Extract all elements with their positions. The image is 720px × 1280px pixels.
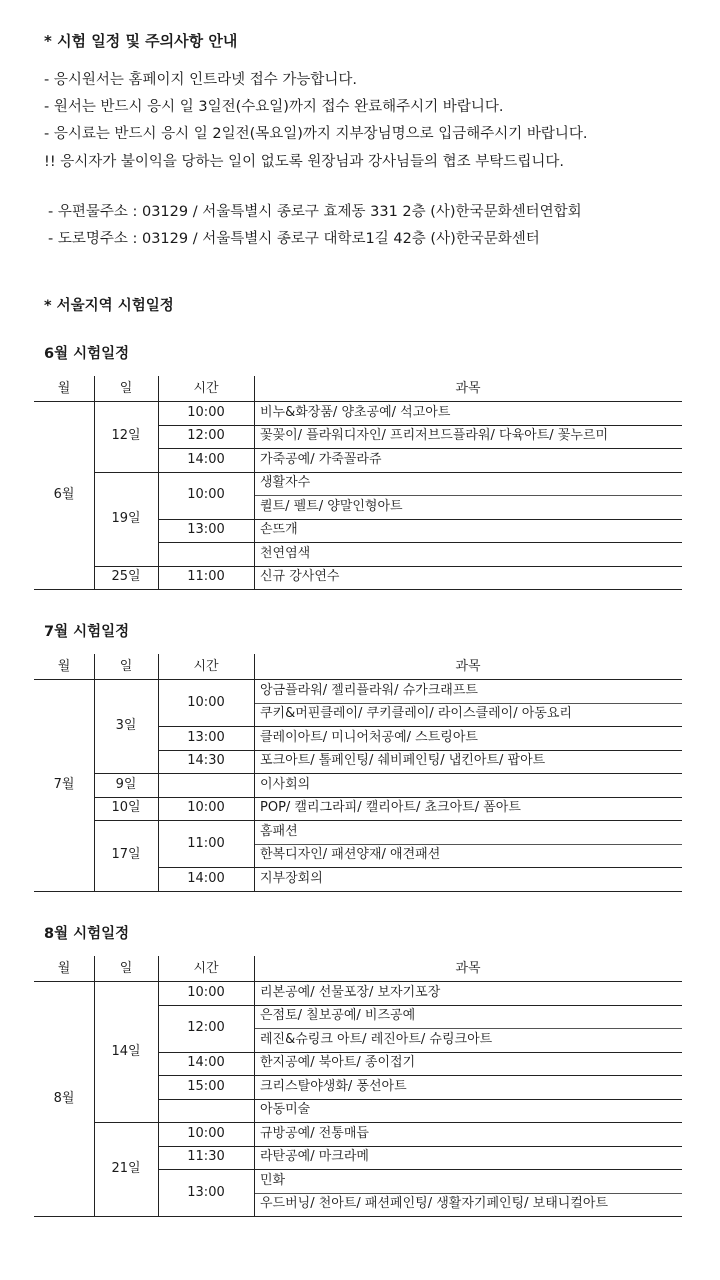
subject-cell: 손뜨개: [260, 522, 298, 538]
subject-cell: 한지공예/ 북아트/ 종이접기: [260, 1055, 416, 1071]
subject-cell: 퀼트/ 펠트/ 양말인형아트: [260, 498, 403, 514]
table-rule: [94, 773, 682, 774]
table-divider: [254, 981, 255, 1216]
subject-cell: 규방공예/ 전통매듭: [260, 1125, 369, 1141]
table-rule: [94, 1122, 682, 1123]
table-rule: [158, 1099, 682, 1100]
time-cell: 13:00: [187, 522, 225, 538]
subject-cell: 가죽공예/ 가죽꼴라쥬: [260, 451, 382, 467]
subject-cell: 비누&화장품/ 양초공예/ 석고아트: [260, 404, 451, 420]
road-address: - 도로명주소 : 03129 / 서울특별시 종로구 대학로1길 42층 (사)한국문화센터: [48, 231, 540, 247]
subject-cell: 민화: [260, 1172, 286, 1188]
table-divider: [94, 376, 95, 401]
table-rule: [158, 867, 682, 868]
subject-cell: POP/ 캘리그라피/ 캘리아트/ 쵸크아트/ 폼아트: [260, 800, 521, 816]
june-schedule-table: [34, 376, 682, 590]
subject-cell: 레진&슈링크 아트/ 레진아트/ 슈링크아트: [260, 1031, 493, 1047]
august-title: 8월 시험일정: [44, 926, 130, 942]
day-cell: 14일: [111, 1043, 141, 1059]
table-divider: [94, 654, 95, 679]
subject-cell: 은점토/ 칠보공예/ 비즈공예: [260, 1008, 416, 1024]
table-rule: [34, 679, 682, 680]
subject-cell: 우드버닝/ 천아트/ 패션페인팅/ 생활자기페인팅/ 보태니컬아트: [260, 1196, 608, 1212]
table-rule: [34, 891, 682, 892]
table-divider: [94, 956, 95, 981]
june-title: 6월 시험일정: [44, 346, 130, 362]
july-schedule-table: [34, 654, 682, 892]
table-rule: [94, 472, 682, 473]
table-divider: [254, 376, 255, 401]
region-title: * 서울지역 시험일정: [44, 298, 174, 314]
table-rule: [254, 495, 682, 496]
postal-address: - 우편물주소 : 03129 / 서울특별시 종로구 효제동 331 2층 (사)한국문화센터연합회: [48, 204, 582, 220]
table-divider: [158, 679, 159, 891]
time-cell: 11:30: [187, 1149, 225, 1165]
day-cell: 21일: [111, 1161, 141, 1176]
table-rule: [94, 820, 682, 821]
table-divider: [158, 376, 159, 401]
notice-line: !! 응시자가 불이익을 당하는 일이 없도록 원장님과 강사님들의 협조 부탁드립니다.: [44, 154, 564, 170]
table-divider: [94, 679, 95, 891]
table-rule: [158, 1146, 682, 1147]
day-cell: 10일: [111, 800, 141, 816]
time-cell: 10:00: [187, 984, 225, 1000]
month-cell: 6월: [53, 487, 75, 502]
time-cell: 10:00: [187, 487, 225, 502]
table-rule: [34, 401, 682, 402]
subject-cell: 천연염색: [260, 545, 311, 561]
table-rule: [158, 1169, 682, 1170]
table-rule: [158, 1075, 682, 1076]
time-cell: 10:00: [187, 1125, 225, 1141]
subject-cell: 아동미술: [260, 1102, 311, 1118]
time-cell: 11:00: [187, 569, 225, 585]
header-time: 시간: [193, 658, 219, 674]
table-rule: [158, 519, 682, 520]
subject-cell: 앙금플라워/ 젤리플라워/ 슈가크래프트: [260, 682, 478, 698]
header-time: 시간: [193, 380, 219, 396]
table-rule: [34, 981, 682, 982]
table-rule: [34, 1216, 682, 1217]
table-divider: [158, 956, 159, 981]
subject-cell: 클레이아트/ 미니어처공예/ 스트링아트: [260, 729, 478, 745]
subject-cell: 크리스탈야생화/ 풍선아트: [260, 1078, 407, 1094]
table-divider: [94, 401, 95, 589]
time-cell: 10:00: [187, 694, 225, 710]
day-cell: 3일: [115, 718, 137, 733]
notice-line: - 응시료는 반드시 응시 일 2일전(목요일)까지 지부장님명으로 입금해주시기 바랍니다.: [44, 126, 588, 142]
subject-cell: 한복디자인/ 패션양재/ 애견패션: [260, 847, 441, 863]
subject-cell: 포크아트/ 톨페인팅/ 쉐비페인팅/ 냅킨아트/ 팝아트: [260, 753, 546, 769]
table-divider: [254, 401, 255, 589]
month-cell: 8월: [53, 1090, 75, 1106]
notice-title: * 시험 일정 및 주의사항 안내: [44, 32, 238, 50]
time-cell: 12:00: [187, 428, 225, 444]
notice-line: - 원서는 반드시 응시 일 3일전(수요일)까지 접수 완료해주시기 바랍니다.: [44, 99, 504, 115]
table-divider: [158, 981, 159, 1216]
time-cell: 14:30: [187, 753, 225, 769]
time-cell: 14:00: [187, 870, 225, 886]
subject-cell: 이사회의: [260, 776, 311, 792]
table-rule: [254, 703, 682, 704]
time-cell: 14:00: [187, 451, 225, 467]
subject-cell: 홈패션: [260, 823, 298, 839]
header-day: 일: [119, 960, 133, 976]
table-rule: [158, 1052, 682, 1053]
header-subject: 과목: [455, 658, 481, 674]
day-cell: 17일: [111, 847, 141, 863]
table-divider: [254, 956, 255, 981]
subject-cell: 신규 강사연수: [260, 569, 340, 585]
time-cell: 10:00: [187, 800, 225, 816]
subject-cell: 라탄공예/ 마크라메: [260, 1149, 369, 1165]
header-day: 일: [119, 658, 133, 674]
table-rule: [254, 844, 682, 845]
time-cell: 12:00: [187, 1020, 225, 1035]
table-divider: [158, 654, 159, 679]
table-rule: [34, 589, 682, 590]
day-cell: 9일: [115, 776, 137, 792]
header-time: 시간: [193, 960, 219, 976]
table-divider: [254, 679, 255, 891]
table-rule: [158, 1005, 682, 1006]
july-title: 7월 시험일정: [44, 624, 130, 640]
header-month: 월: [57, 380, 71, 396]
header-month: 월: [57, 658, 71, 674]
subject-cell: 꽃꽂이/ 플라워디자인/ 프리저브드플라워/ 다육아트/ 꽃누르미: [260, 428, 608, 444]
subject-cell: 지부장회의: [260, 870, 323, 886]
time-cell: 13:00: [187, 729, 225, 745]
table-rule: [94, 566, 682, 567]
month-cell: 7월: [53, 776, 75, 792]
subject-cell: 쿠키&머핀클레이/ 쿠키클레이/ 라이스클레이/ 아동요리: [260, 706, 572, 722]
time-cell: 15:00: [187, 1078, 225, 1094]
time-cell: 10:00: [187, 404, 225, 420]
header-day: 일: [119, 380, 133, 396]
table-rule: [254, 1028, 682, 1029]
header-month: 월: [57, 960, 71, 976]
header-subject: 과목: [455, 380, 481, 396]
notice-line: - 응시원서는 홈페이지 인트라넷 접수 가능합니다.: [44, 72, 358, 88]
table-rule: [158, 542, 682, 543]
time-cell: 13:00: [187, 1184, 225, 1200]
subject-cell: 생활자수: [260, 475, 311, 491]
day-cell: 19일: [111, 510, 141, 526]
table-divider: [158, 401, 159, 589]
august-schedule-table: [34, 956, 682, 1217]
day-cell: 25일: [111, 569, 141, 585]
day-cell: 12일: [111, 428, 141, 444]
table-rule: [158, 750, 682, 751]
table-divider: [254, 654, 255, 679]
time-cell: 11:00: [187, 835, 225, 851]
table-rule: [158, 448, 682, 449]
table-rule: [94, 797, 682, 798]
table-rule: [158, 726, 682, 727]
table-rule: [158, 425, 682, 426]
table-rule: [254, 1193, 682, 1194]
header-subject: 과목: [455, 960, 481, 976]
subject-cell: 리본공예/ 선물포장/ 보자기포장: [260, 984, 441, 1000]
time-cell: 14:00: [187, 1055, 225, 1071]
table-divider: [94, 981, 95, 1216]
